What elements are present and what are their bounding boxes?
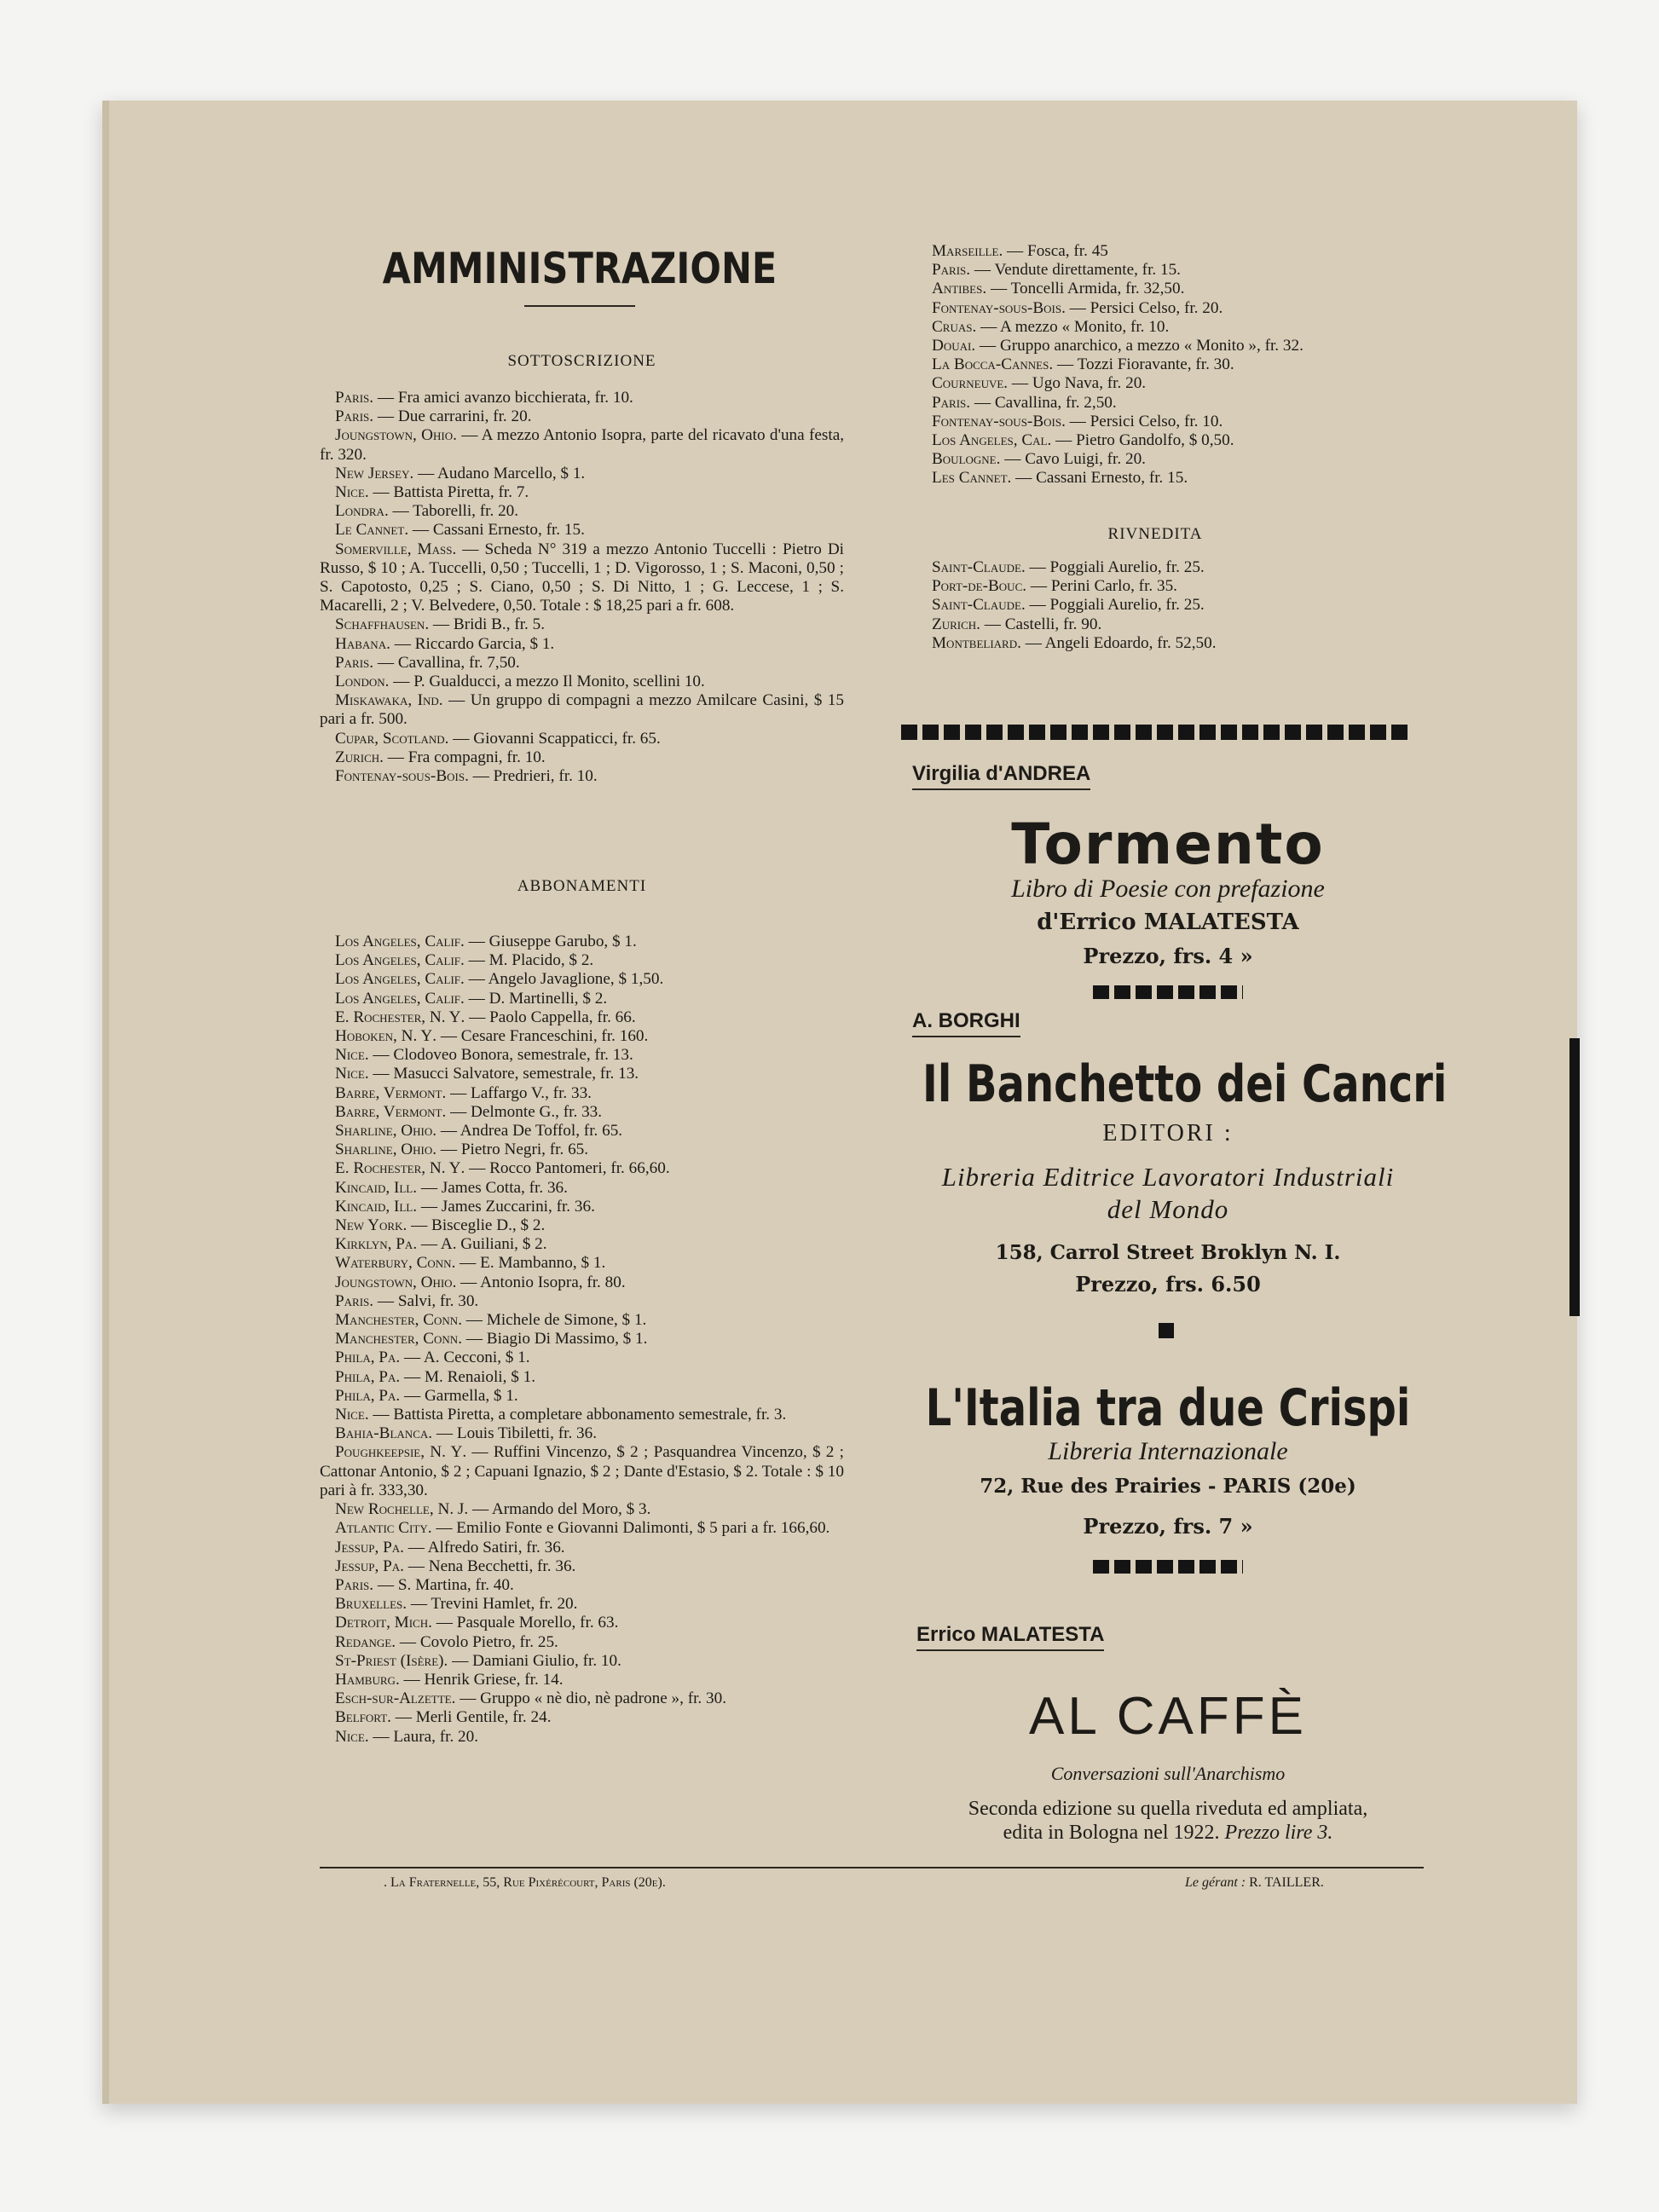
entry-text: . — Cesare Franceschini, fr. 160.: [432, 1027, 649, 1046]
entry-text: . — Fra amici avanzo bicchierata, fr. 10.: [369, 389, 633, 407]
entry-place: Nice: [335, 1727, 365, 1746]
entry-text: . — Laura, fr. 20.: [364, 1727, 479, 1746]
list-entry: [320, 502, 844, 521]
list-entry: [320, 426, 844, 464]
ad3-price: Prezzo, frs. 7 »: [1083, 1514, 1253, 1539]
ad4-edition-note: [891, 1797, 1445, 1845]
entry-place: Saint-Claude: [932, 596, 1021, 615]
entry-place: Montbeliard: [932, 633, 1018, 652]
entry-text: . — Antonio Isopra, fr. 80.: [452, 1273, 626, 1291]
entry-text: . — Covolo Pietro, fr. 25.: [391, 1632, 558, 1651]
entry-place: Saint-Claude: [932, 558, 1021, 576]
entry-place: Kincaid, Ill: [335, 1178, 413, 1197]
entry-text: . — Emilio Fonte e Giovanni Dalimonti, $ 5 pari a fr. 166,60.: [427, 1519, 830, 1538]
entry-text: . — Alfredo Satiri, fr. 36.: [400, 1538, 565, 1556]
entry-place: Hoboken, N. Y: [335, 1027, 433, 1046]
entry-text: . — Giovanni Scappaticci, fr. 65.: [444, 729, 661, 748]
list-entry: [320, 767, 844, 786]
entry-place: Jessup, Pa: [335, 1538, 401, 1556]
entry-text: . — Vendute direttamente, fr. 15.: [966, 261, 1181, 280]
entry-text: . — A mezzo « Monito, fr. 10.: [972, 317, 1170, 336]
footer-printer: . La Fraternelle, 55, Rue Pixérécourt, Paris (20e).: [384, 1875, 666, 1890]
ad1-title: Tormento: [1011, 811, 1325, 877]
entry-place: Bruxelles: [335, 1595, 403, 1614]
entry-text: . — Cassani Ernesto, fr. 15.: [404, 521, 585, 540]
entry-place: Nice: [335, 1406, 365, 1424]
ad3-address: 72, Rue des Prairies - PARIS (20e): [980, 1475, 1356, 1498]
entry-place: Paris: [335, 653, 370, 672]
entry-place: Port-de-Bouc: [932, 577, 1023, 596]
ad2-address: 158, Carrol Street Broklyn N. I.: [995, 1241, 1341, 1264]
entry-text: . — Scheda N° 319 a mezzo Antonio Tuccelli : Pietro Di Russo, $ 10 ; A. Tuccelli, 0,50 ; Tuccelli, 1 ; D. Vigorosso, 1 ; S. Maconi, 0,50 ; S. Capotosto, 0,25 ; S. Ciano, 0,50 ; S. Di Nitto, 1 ; G. Leccese, 1 ; S. Macarelli, 2 ; V. Belvedere, 0,50. Totale : $ 18,25 pari a fr. 608.: [320, 540, 845, 615]
entry-text: . — Rocco Pantomeri, fr. 66,60.: [460, 1159, 670, 1178]
entry-place: Detroit, Mich: [335, 1614, 429, 1632]
entry-text: . — Perini Carlo, fr. 35.: [1022, 577, 1177, 596]
entry-place: New Rochelle, N. J: [335, 1500, 465, 1519]
list-entry: [916, 431, 1398, 450]
entry-text: . — Merli Gentile, fr. 24.: [387, 1708, 552, 1727]
list-entry: [320, 1065, 844, 1083]
entry-place: Miskawaka, Ind: [335, 691, 439, 710]
list-entry: [320, 1595, 844, 1614]
entry-place: Belfort: [335, 1708, 388, 1727]
entry-text: . — Nena Becchetti, fr. 36.: [400, 1556, 576, 1575]
list-entry: [320, 615, 844, 634]
list-entry: [320, 1424, 844, 1443]
entry-place: Manchester, Conn: [335, 1311, 459, 1330]
list-entry: [320, 1292, 844, 1311]
list-entry: [320, 521, 844, 540]
list-entry: [320, 635, 844, 654]
entry-place: Kirklyn, Pa: [335, 1235, 413, 1254]
title-rule: [524, 305, 635, 307]
entry-place: Fontenay-sous-Bois: [932, 412, 1062, 430]
entry-place: Phila, Pa: [335, 1367, 396, 1386]
entry-place: Zurich: [335, 748, 380, 766]
rivendita-list-wrap: [916, 558, 1394, 653]
footer-gerant-label: Le gérant :: [1185, 1875, 1246, 1890]
list-entry: [320, 1500, 844, 1519]
list-entry: [916, 577, 1394, 596]
entry-text: . — Michele de Simone, $ 1.: [458, 1311, 647, 1330]
entry-place: Barre, Vermont: [335, 1102, 442, 1121]
entry-place: Los Angeles, Calif: [335, 989, 461, 1008]
ad4-edition-price: Prezzo lire 3.: [1224, 1822, 1333, 1844]
entry-place: Waterbury, Conn: [335, 1254, 452, 1273]
list-entry: [320, 1198, 844, 1216]
entry-text: . — Giuseppe Garubo, $ 1.: [460, 933, 637, 950]
entry-text: . — A mezzo Antonio Isopra, parte del ricavato d'una festa, fr. 320.: [320, 426, 845, 464]
entry-place: Joungstown, Ohio: [335, 1273, 453, 1291]
entry-text: . — A. Cecconi, $ 1.: [396, 1349, 530, 1367]
entry-text: . — Un gruppo di compagni a mezzo Amilcare Casini, $ 15 pari a fr. 500.: [320, 691, 844, 729]
entry-text: . — Due carrarini, fr. 20.: [369, 407, 532, 426]
list-entry: [320, 407, 844, 426]
entry-text: . — Biagio Di Massimo, $ 1.: [458, 1330, 648, 1349]
list-entry: [320, 1576, 844, 1595]
entry-place: Sharline, Ohio: [335, 1122, 433, 1141]
footer-gerant-name: R. TAILLER.: [1249, 1875, 1324, 1890]
entry-text: . — Cavallina, fr. 2,50.: [966, 393, 1117, 412]
list-entry: [320, 465, 844, 483]
entry-place: Paris: [335, 389, 370, 407]
entry-text: . — A. Guiliani, $ 2.: [413, 1235, 547, 1254]
entry-text: . — James Cotta, fr. 36.: [413, 1178, 568, 1197]
list-entry: [320, 1671, 844, 1689]
entry-place: Poughkeepsie, N. Y: [335, 1443, 463, 1462]
list-entry: [916, 615, 1394, 634]
entry-text: . — Delmonte G., fr. 33.: [442, 1102, 603, 1121]
list-entry: [320, 1708, 844, 1727]
section-rivendita-title: RIVNEDITA: [1107, 525, 1203, 543]
entry-text: . — Angeli Edoardo, fr. 52,50.: [1017, 633, 1217, 652]
ad1-divider-dashes: [1093, 985, 1243, 999]
entry-place: Courneuve: [932, 374, 1004, 393]
ad2-price: Prezzo, frs. 6.50: [1075, 1272, 1261, 1297]
list-entry: [320, 1141, 844, 1159]
entry-place: Cruas: [932, 317, 973, 336]
list-entry: [320, 1008, 844, 1027]
entry-text: . — Gruppo anarchico, a mezzo « Monito », fr. 32.: [971, 337, 1304, 355]
entry-text: . — Battista Piretta, fr. 7.: [364, 483, 529, 502]
ad2-publisher-line2: del Mondo: [1107, 1194, 1229, 1224]
entry-place: Joungstown, Ohio: [335, 426, 454, 445]
entry-text: . — Armando del Moro, $ 3.: [464, 1500, 651, 1519]
entry-place: Nice: [335, 1065, 365, 1083]
entry-text: . — Henrik Griese, fr. 14.: [395, 1670, 564, 1689]
abbonamenti-list-wrap: [320, 933, 844, 1747]
binding-clip: [1569, 1038, 1580, 1316]
ad4-title: AL CAFFÈ: [1029, 1687, 1307, 1746]
entry-text: . — M. Renaioli, $ 1.: [396, 1367, 535, 1386]
list-entry: [320, 1179, 844, 1198]
ad1-subtitle: Libro di Poesie con prefazione: [1011, 875, 1325, 903]
entry-text: . — Trevini Hamlet, fr. 20.: [402, 1595, 578, 1614]
entry-place: Antibes: [932, 280, 983, 298]
entry-place: Bahia-Blanca: [335, 1424, 429, 1443]
entry-place: Esch-sur-Alzette: [335, 1689, 452, 1708]
list-entry: [916, 634, 1394, 653]
entry-place: Londra: [335, 502, 384, 521]
entry-place: Zurich: [932, 615, 977, 633]
entry-text: . — Taborelli, fr. 20.: [384, 502, 519, 521]
entry-place: E. Rochester, N. Y: [335, 1008, 461, 1026]
entry-place: Schaffhausen: [335, 615, 425, 634]
entry-place: Marseille: [932, 242, 999, 260]
list-entry: [320, 483, 844, 502]
entry-place: Les Cannet: [932, 469, 1008, 488]
entry-place: Cupar, Scotland: [335, 729, 445, 748]
right-list-wrap: [916, 242, 1398, 488]
entry-place: Los Angeles, Calif: [335, 933, 461, 950]
entry-text: . — Riccardo Garcia, $ 1.: [386, 634, 555, 653]
list-entry: [320, 691, 844, 729]
list-entry: [916, 280, 1398, 298]
list-entry: [320, 1216, 844, 1235]
list-entry: [916, 394, 1398, 413]
page-spine: [102, 101, 109, 2104]
entry-place: Paris: [335, 407, 370, 426]
entry-text: . — P. Gualducci, a mezzo Il Monito, scellini 10.: [384, 673, 705, 691]
entry-text: . — Angelo Javaglione, $ 1,50.: [460, 970, 664, 989]
list-entry: [916, 318, 1398, 337]
list-entry: [320, 1084, 844, 1103]
list-entry: [916, 469, 1398, 488]
entry-text: . — Masucci Salvatore, semestrale, fr. 13.: [364, 1065, 639, 1083]
entry-place: London: [335, 673, 385, 691]
entry-text: . — Fosca, fr. 45: [998, 242, 1108, 260]
entry-place: Jessup, Pa: [335, 1556, 401, 1575]
entry-place: New York: [335, 1216, 403, 1235]
abbonamenti-list: [320, 933, 844, 1747]
entry-place: Somerville, Mass: [335, 540, 453, 558]
list-entry: [320, 673, 844, 691]
entry-text: . — Bridi B., fr. 5.: [425, 615, 546, 634]
entry-text: . — James Zuccarini, fr. 36.: [413, 1197, 595, 1216]
entry-place: Manchester, Conn: [335, 1330, 459, 1349]
list-entry: [320, 1519, 844, 1538]
entry-text: . — Persici Celso, fr. 20.: [1061, 298, 1223, 317]
entry-text: . — Clodoveo Bonora, semestrale, fr. 13.: [364, 1046, 633, 1065]
footer-gerant: [1185, 1875, 1324, 1891]
ad2-title: Il Banchetto dei Cancri: [922, 1054, 1448, 1114]
entry-place: Sharline, Ohio: [335, 1141, 433, 1159]
list-entry: [916, 558, 1394, 577]
ad2-author: A. BORGHI: [912, 1009, 1020, 1037]
list-entry: [320, 1235, 844, 1254]
ad4-edition-line2-text: edita in Bologna nel 1922.: [1003, 1822, 1220, 1844]
entry-place: E. Rochester, N. Y: [335, 1159, 461, 1178]
entry-text: . — S. Martina, fr. 40.: [369, 1575, 514, 1594]
entry-place: Nice: [335, 1046, 365, 1065]
footer-rule: [320, 1867, 1424, 1868]
entry-place: Redange: [335, 1632, 392, 1651]
entry-place: Paris: [335, 1291, 370, 1310]
list-entry: [320, 1273, 844, 1292]
page-title: AMMINISTRAZIONE: [382, 244, 777, 293]
ad3-title: L'Italia tra due Crispi: [925, 1378, 1411, 1438]
entry-text: . — Tozzi Fioravante, fr. 30.: [1049, 355, 1234, 374]
entry-text: . — E. Mambanno, $ 1.: [451, 1254, 606, 1273]
section-sottoscrizione-title: SOTTOSCRIZIONE: [507, 352, 656, 370]
ad4-edition-line1: Seconda edizione su quella riveduta ed ampliata,: [968, 1798, 1368, 1820]
list-entry: [320, 951, 844, 970]
entry-text: . — Garmella, $ 1.: [396, 1386, 518, 1405]
entry-text: . — Pietro Gandolfo, $ 0,50.: [1047, 431, 1234, 450]
sottoscrizione-list-wrap: [320, 389, 844, 786]
list-entry: [916, 242, 1398, 261]
ad1-price: Prezzo, frs. 4 »: [1083, 944, 1253, 968]
list-entry: [916, 261, 1398, 280]
list-entry: [320, 1311, 844, 1330]
ad4-author: Errico MALATESTA: [916, 1623, 1104, 1651]
divider-dashes: [901, 725, 1413, 740]
right-subscription-list: [916, 242, 1398, 488]
list-entry: [320, 1443, 844, 1500]
entry-text: . — M. Placido, $ 2.: [460, 951, 594, 970]
entry-text: . — Castelli, fr. 90.: [976, 615, 1102, 633]
entry-place: Habana: [335, 634, 387, 653]
list-entry: [320, 1159, 844, 1178]
list-entry: [320, 730, 844, 748]
entry-text: . — Persici Celso, fr. 10.: [1061, 412, 1223, 430]
entry-place: Boulogne: [932, 450, 997, 469]
entry-text: . — Poggiali Aurelio, fr. 25.: [1020, 596, 1205, 615]
entry-text: . — Cavallina, fr. 7,50.: [369, 653, 520, 672]
entry-place: Kincaid, Ill: [335, 1197, 413, 1216]
entry-text: . — Battista Piretta, a completare abbonamento semestrale, fr. 3.: [364, 1406, 787, 1424]
entry-text: . — Fra compagni, fr. 10.: [379, 748, 546, 766]
entry-text: . — D. Martinelli, $ 2.: [460, 989, 608, 1008]
entry-text: . — Poggiali Aurelio, fr. 25.: [1020, 558, 1205, 576]
list-entry: [916, 299, 1398, 318]
entry-text: . — Pasquale Morello, fr. 63.: [428, 1614, 619, 1632]
entry-place: Fontenay-sous-Bois: [335, 767, 465, 786]
list-entry: [916, 337, 1398, 355]
entry-text: . — Gruppo « nè dio, nè padrone », fr. 30.: [451, 1689, 726, 1708]
entry-place: Le Cannet: [335, 521, 405, 540]
ad3-divider-dashes: [1093, 1560, 1243, 1574]
entry-text: . — Toncelli Armida, fr. 32,50.: [982, 280, 1185, 298]
list-entry: [320, 990, 844, 1008]
ad4-subtitle: Conversazioni sull'Anarchismo: [1050, 1763, 1286, 1784]
entry-place: Los Angeles, Calif: [335, 951, 461, 970]
ad3-publisher: Libreria Internazionale: [1048, 1437, 1288, 1465]
ad2-editori: EDITORI :: [1102, 1120, 1234, 1146]
entry-text: . — Damiani Giulio, fr. 10.: [443, 1651, 621, 1670]
entry-place: Los Angeles, Cal: [932, 431, 1048, 450]
entry-place: Barre, Vermont: [335, 1083, 442, 1102]
list-entry: [320, 1349, 844, 1367]
list-entry: [320, 1633, 844, 1652]
list-entry: [320, 1368, 844, 1387]
list-entry: [320, 1614, 844, 1632]
list-entry: [320, 1652, 844, 1671]
rivendita-list: [916, 558, 1394, 653]
entry-text: . — Paolo Cappella, fr. 66.: [460, 1008, 636, 1026]
list-entry: [916, 450, 1398, 469]
list-entry: [320, 1689, 844, 1708]
entry-place: St-Priest (Isère): [335, 1651, 444, 1670]
list-entry: [320, 1728, 844, 1747]
list-entry: [916, 596, 1394, 615]
entry-place: Nice: [335, 483, 365, 502]
ad1-preface: d'Errico MALATESTA: [1037, 910, 1299, 935]
entry-place: Fontenay-sous-Bois: [932, 298, 1062, 317]
list-entry: [320, 1027, 844, 1046]
list-entry: [320, 1539, 844, 1557]
section-abbonamenti-title: ABBONAMENTI: [517, 877, 647, 895]
list-entry: [320, 1122, 844, 1141]
entry-place: Los Angeles, Calif: [335, 970, 461, 989]
list-entry: [320, 540, 844, 616]
entry-place: Atlantic City: [335, 1519, 428, 1538]
list-entry: [320, 933, 844, 951]
entry-place: Paris: [932, 261, 967, 280]
list-entry: [320, 389, 844, 407]
list-entry: [916, 355, 1398, 374]
entry-place: Phila, Pa: [335, 1349, 396, 1367]
list-entry: [320, 1557, 844, 1576]
list-entry: [320, 970, 844, 989]
list-entry: [916, 374, 1398, 393]
entry-text: . — Louis Tibiletti, fr. 36.: [428, 1424, 598, 1443]
entry-text: . — Bisceglie D., $ 2.: [402, 1216, 546, 1235]
entry-text: . — Audano Marcello, $ 1.: [409, 464, 586, 482]
ad1-author: Virgilia d'ANDREA: [912, 762, 1090, 790]
entry-text: . — Ruffini Vincenzo, $ 2 ; Pasquandrea Vincenzo, $ 2 ; Cattonar Antonio, $ 2 ; Capuani Ignazio, $ 2 ; Dante d'Estasio, $ 2. Totale : $ 10 pari à fr. 333,30.: [320, 1443, 844, 1499]
entry-place: New Jersey: [335, 464, 410, 482]
entry-place: Paris: [932, 393, 967, 412]
ad2-publisher-line1: Libreria Editrice Lavoratori Industriali: [941, 1162, 1395, 1192]
entry-text: . — Cassani Ernesto, fr. 15.: [1007, 469, 1188, 488]
entry-text: . — Ugo Nava, fr. 20.: [1003, 374, 1147, 393]
list-entry: [320, 1103, 844, 1122]
entry-text: . — Laffargo V., fr. 33.: [442, 1083, 592, 1102]
list-entry: [320, 654, 844, 673]
list-entry: [320, 1254, 844, 1273]
entry-place: Paris: [335, 1575, 370, 1594]
ad-separator-square: [1159, 1323, 1174, 1338]
list-entry: [916, 413, 1398, 431]
entry-place: Hamburg: [335, 1670, 396, 1689]
entry-text: . — Predrieri, fr. 10.: [465, 767, 598, 786]
entry-text: . — Pietro Negri, fr. 65.: [432, 1141, 589, 1159]
list-entry: [320, 1406, 844, 1424]
list-entry: [320, 1387, 844, 1406]
ad4-edition-line2: [891, 1821, 1445, 1845]
entry-place: La Bocca-Cannes: [932, 355, 1049, 374]
entry-place: Phila, Pa: [335, 1386, 396, 1405]
list-entry: [320, 1046, 844, 1065]
entry-text: . — Salvi, fr. 30.: [369, 1291, 479, 1310]
sottoscrizione-list: [320, 389, 844, 786]
list-entry: [320, 1330, 844, 1349]
entry-place: Douai: [932, 337, 972, 355]
list-entry: [320, 748, 844, 767]
entry-text: . — Cavo Luigi, fr. 20.: [996, 450, 1146, 469]
entry-text: . — Andrea De Toffol, fr. 65.: [432, 1122, 623, 1141]
